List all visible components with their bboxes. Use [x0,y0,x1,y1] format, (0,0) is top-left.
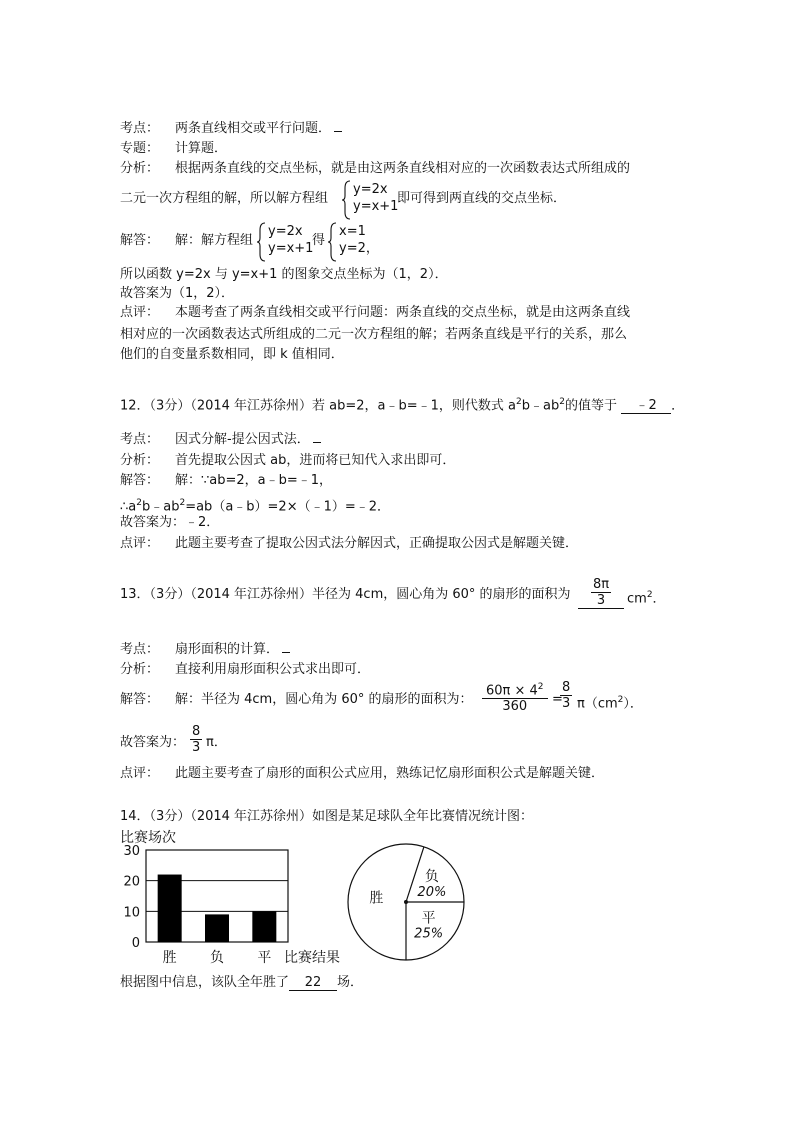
fenxi-text-1: 根据两条直线的交点坐标，就是由这两条直线相对应的一次函数表达式所组成的 [175,161,631,176]
fenxi-label: 分析： [120,161,160,176]
solution-system [339,223,379,257]
bar [158,875,182,942]
equation-2: y=x+1 [268,241,314,256]
answer-blank-14: 22 [289,976,337,991]
jieda-text: 解：半径为 4cm，圆心角为 60° 的扇形的面积为： [175,692,473,707]
jieda-tail: $\pi(cm^2)$． [577,695,643,712]
zhuanti-line-11 [120,141,227,157]
bar-xlabel: 比赛结果 [284,950,340,966]
x-category-label: 负 [210,950,224,966]
dianping-line-11 [120,305,630,321]
guda-line-13: 故答案为： [120,735,186,750]
fenxi-text: 直接利用扇形面积公式求出即可． [175,662,371,677]
solution-2: y=2， [339,241,379,256]
fenxi-text: 首先提取公因式 ab，进而将已知代入求出即可． [175,453,456,468]
equals-sign: = [552,692,563,707]
question-12: 12．（3分）（2014 年江苏徐州）若 ab=2，a﹣b=﹣1，则代数式 $a^2b﹣ab^2$的值等于 ﹣2 ． [120,397,685,414]
fenxi-line-11b [120,191,328,207]
equation-2: y=x+1 [353,199,399,214]
fenxi-text-2b: 即可得到两直线的交点坐标． [397,191,567,206]
dianping-text: 此题主要考查了提取公因式法分解因式，正确提取公因式是解题关键． [175,536,579,551]
kaodian-label: 考点： [120,121,160,136]
pie-slice-percent: 25% [414,926,444,942]
y-tick-label: 20 [123,874,140,890]
left-brace-icon [342,180,352,220]
pie-center-dot [404,900,408,904]
unit-13: $cm^2$． [627,590,666,607]
guda-fraction: $\frac{8}{3}$ [192,724,201,755]
kaodian-line-11 [120,121,342,137]
left-brace-icon [257,222,267,262]
answer-blank-13: $\frac{8\pi}{3}$ [578,577,624,609]
dianping-line-13: 点评： 此题主要考查了扇形的面积公式应用，熟练记忆扇形面积公式是解题关键． [120,766,605,781]
dianping-text-2: 相对应的一次函数表达式所组成的二元一次方程组的解；若两条直线是平行的关系，那么 [120,327,628,342]
blank-mark [313,432,321,443]
pie-slice-label: 胜 [369,890,384,907]
guda-line-12: 故答案为：﹣2． [120,515,220,530]
pie-slice-label: 平 [421,910,436,927]
kaodian-text: 两条直线相交或平行问题． [175,121,332,136]
y-tick-label: 10 [123,905,140,921]
kaodian-line-13: 考点： 扇形面积的计算． [120,642,290,658]
jieda-text: 解：∵ab=2，a﹣b=﹣1， [175,473,333,488]
x-category-label: 平 [257,950,272,966]
fenxi-text-2a: 二元一次方程组的解，所以解方程组 [120,191,329,206]
equation-1: y=2x [268,224,303,239]
kaodian-text: 扇形面积的计算． [175,642,280,657]
bar-chart [116,828,356,968]
blank-mark [282,642,290,653]
zhuanti-text: 计算题． [175,141,228,156]
dianping-text: 此题主要考查了扇形的面积公式应用，熟练记忆扇形面积公式是解题关键． [175,766,605,781]
y-tick-label: 30 [123,844,140,859]
suoyi-line: 所以函数 y=2x 与 y=x+1 的图象交点坐标为（1，2）． [120,267,448,282]
de-text: 得 [312,233,326,248]
fenxi-line-11 [120,161,630,177]
dianping-line-12: 点评： 此题主要考查了提取公因式法分解因式，正确提取公因式是解题关键． [120,536,579,551]
solution-1: x=1 [339,224,366,239]
fenxi-line-12: 分析： 首先提取公因式 ab，进而将已知代入求出即可． [120,453,456,468]
x-category-label: 胜 [162,950,177,966]
equation-system-2 [268,223,313,257]
question-14: 14．（3分）（2014 年江苏徐州）如图是某足球队全年比赛情况统计图： [120,809,534,824]
calc-line-12: $\therefore a^2b﹣ab^2=ab(a﹣b)=2\times(﹣1)=﹣2$． [120,498,391,515]
blank-mark [334,121,342,132]
guda-tail: π． [206,735,227,750]
guda-line-11: 故答案为（1，2）． [120,286,235,301]
answer-line-14: 根据图中信息，该队全年胜了 22 场． [120,975,364,990]
jieda-line-13: 解答： 解：半径为 4cm，圆心角为 60° 的扇形的面积为： [120,692,473,707]
question-13: 13．（3分）（2014 年江苏徐州）半径为 4cm，圆心角为 60° 的扇形的面积为 [120,587,571,602]
pie-chart [345,840,469,964]
y-tick-label: 0 [131,936,140,951]
jieda-text: 解：解方程组 [175,233,254,248]
kaodian-line-12: 考点： 因式分解-提公因式法． [120,432,321,448]
dianping-label: 点评： [120,305,160,320]
dianping-text-1: 本题考查了两条直线相交或平行问题：两条直线的交点坐标，就是由这两条直线 [175,305,631,320]
zhuanti-label: 专题： [120,141,160,156]
kaodian-text: 因式分解-提公因式法． [175,432,310,447]
bar [205,914,229,942]
bar-ylabel: 比赛场次 [120,830,176,846]
pie-slice-label: 负 [424,869,439,886]
pie-slice-percent: 20% [417,885,447,901]
fenxi-line-13: 分析： 直接利用扇形面积公式求出即可． [120,662,371,677]
equation-1: y=2x [353,182,388,197]
bar [252,911,276,942]
dianping-text-3: 他们的自变量系数相同，即 k 值相同． [120,347,344,362]
fraction-2: $\frac{8}{3}$ [562,680,571,711]
jieda-label: 解答： [120,233,160,248]
jieda-line-12: 解答： 解：∵ab=2，a﹣b=﹣1， [120,473,333,488]
equation-system [353,181,398,215]
fraction-1: $\frac{60\pi \times 4^2}{360}$ [482,680,548,714]
answer-blank-12: ﹣2 [621,399,671,414]
left-brace-icon [328,222,338,262]
jieda-line-11 [120,233,253,249]
